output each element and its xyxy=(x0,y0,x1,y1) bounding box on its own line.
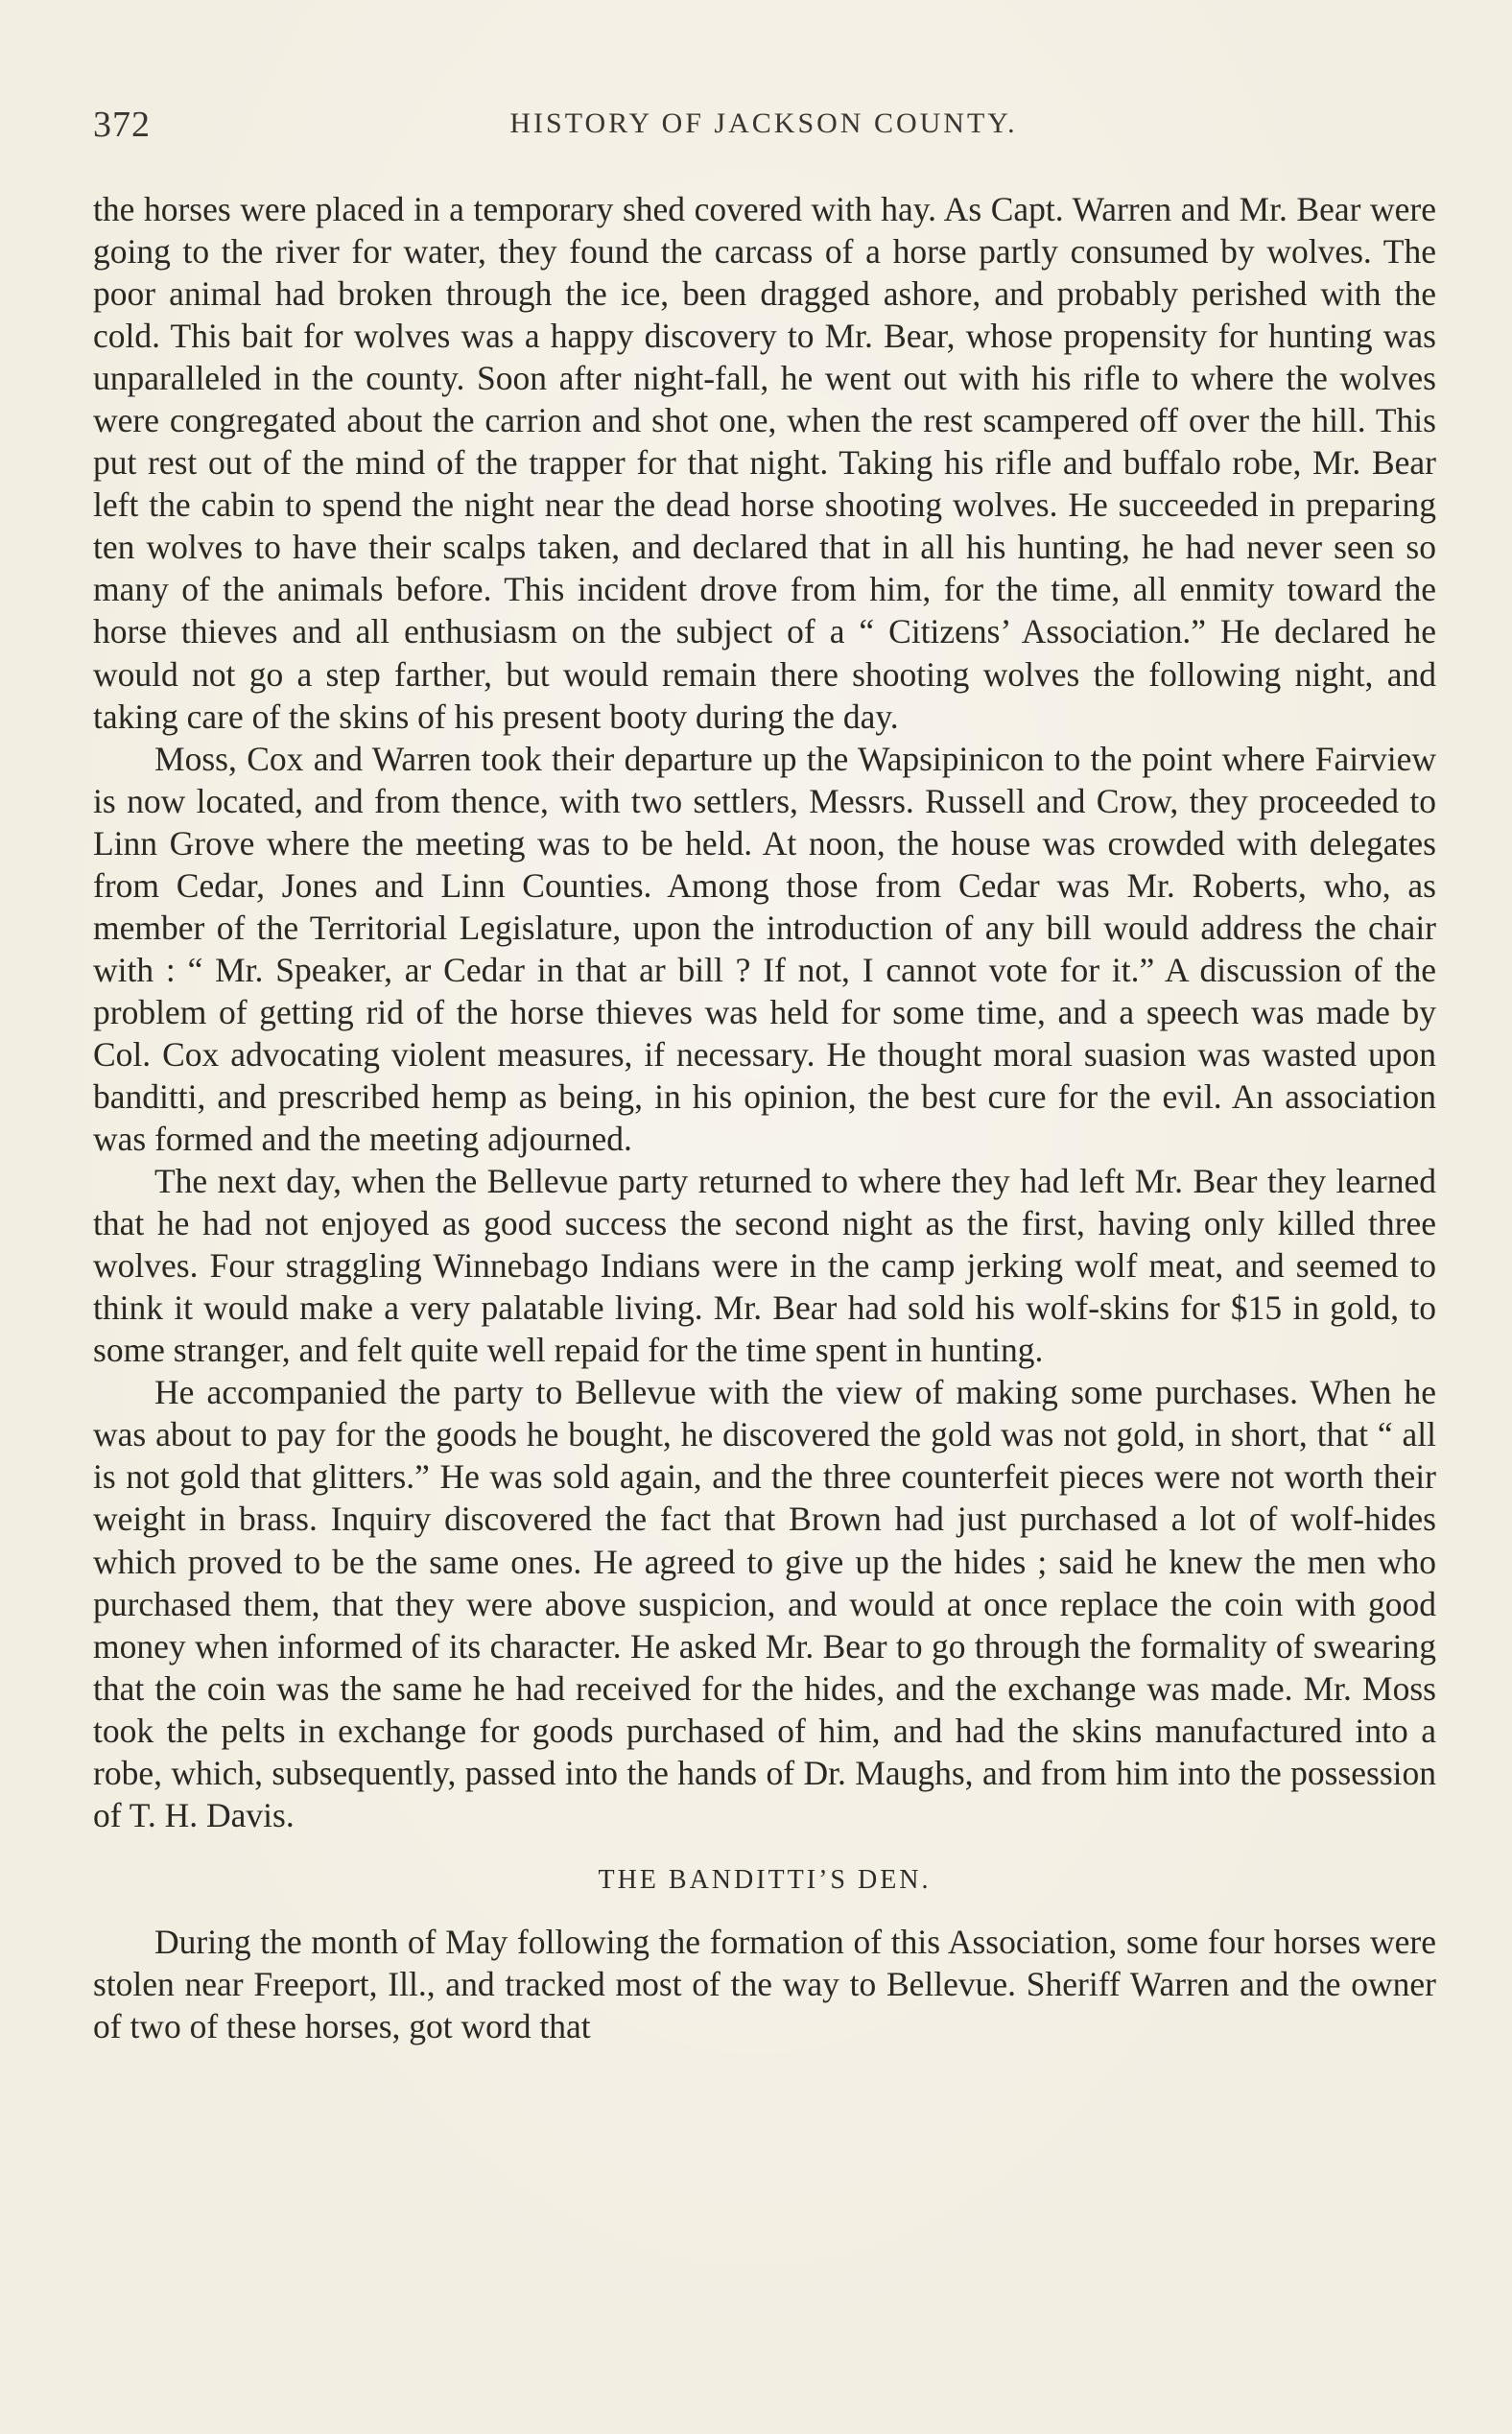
paragraph-counterfeit-gold: He accompanied the party to Bellevue with the view of making some purchases. When he was about to pay for the goods he bought, he discovered the gold was not gold, in short, that “ all is not gold that glitters.” He was sold again, and the three counterfeit pieces were not worth their weight in brass. Inquiry discovered the fact that Brown had just purchased a lot of wolf-hides which proved to be the same ones. He agreed to give up the hides ; said he knew the men who purchased them, that they were above suspicion, and would at once replace the coin with good money when informed of its character. He asked Mr. Bear to go through the formality of swearing that the coin was the same he had received for the hides, and the exchange was made. Mr. Moss took the pelts in exchange for goods purchased of him, and had the skins manufactured into a robe, which, subsequently, passed into the hands of Dr. Maughs, and from him into the possession of T. H. Davis. xyxy=(93,1373,1436,1834)
paragraph-linn-grove-meeting: Moss, Cox and Warren took their departure up the Wapsipinicon to the point where Fairview is now located, and from thence, with two settlers, Messrs. Russell and Crow, they proceeded to Linn Grove where the meeting was to be held. At noon, the house was crowded with delegates from Cedar, Jones and Linn Counties. Among those from Cedar was Mr. Roberts, who, as member of the Territorial Legislature, upon the introduction of any bill would address the chair with : “ Mr. Speaker, ar Cedar in that ar bill ? If not, I cannot vote for it.” A discussion of the problem of getting rid of the horse thieves was held for some time, and a speech was made by Col. Cox advocating violent measures, if necessary. He thought moral suasion was wasted upon banditti, and prescribed hemp as being, in his opinion, the best cure for the evil. An association was formed and the meeting adjourned. xyxy=(93,739,1436,1159)
section-heading: THE BANDITTI’S DEN. xyxy=(598,1864,932,1895)
running-head xyxy=(93,104,1434,161)
page-number: 372 xyxy=(93,105,151,145)
paragraph-banditti-den: During the month of May following the formation of this Association, some four horses were stolen near Freeport, Ill., and tracked most of the way to Bellevue. Sheriff Warren and the owner of two of these horses, got word that xyxy=(93,1922,1436,2045)
body-text xyxy=(93,188,1436,2047)
running-title: HISTORY OF JACKSON COUNTY. xyxy=(509,107,1018,139)
paragraph-next-day: The next day, when the Bellevue party returned to where they had left Mr. Bear they learned that he had not enjoyed as good success the second night as the first, having only killed three wolves. Four straggling Winnebago Indians were in the camp jerking wolf meat, and seemed to think it would make a very palatable living. Mr. Bear had sold his wolf-skins for $15 in gold, to some stranger, and felt quite well repaid for the time spent in hunting. xyxy=(93,1162,1436,1370)
paragraph-continued: the horses were placed in a temporary shed covered with hay. As Capt. Warren and Mr. Bear were going to the river for water, they found the carcass of a horse partly consumed by wolves. The poor animal had broken through the ice, been dragged ashore, and probably perished with the cold. This bait for wolves was a happy discovery to Mr. Bear, whose propensity for hunting was unparalleled in the county. Soon after night-fall, he went out with his rifle to where the wolves were congregated about the carrion and shot one, when the rest scampered off over the hill. This put rest out of the mind of the trapper for that night. Taking his rifle and buffalo robe, Mr. Bear left the cabin to spend the night near the dead horse shooting wolves. He succeeded in preparing ten wolves to have their scalps taken, and declared that in all his hunting, he had never seen so many of the animals before. This incident drove from him, for the time, all enmity toward the horse thieves and all enthusiasm on the subject of a “ Citizens’ Association.” He declared he would not go a step farther, but would remain there shooting wolves the following night, and taking care of the skins of his present booty during the day. xyxy=(93,190,1436,736)
